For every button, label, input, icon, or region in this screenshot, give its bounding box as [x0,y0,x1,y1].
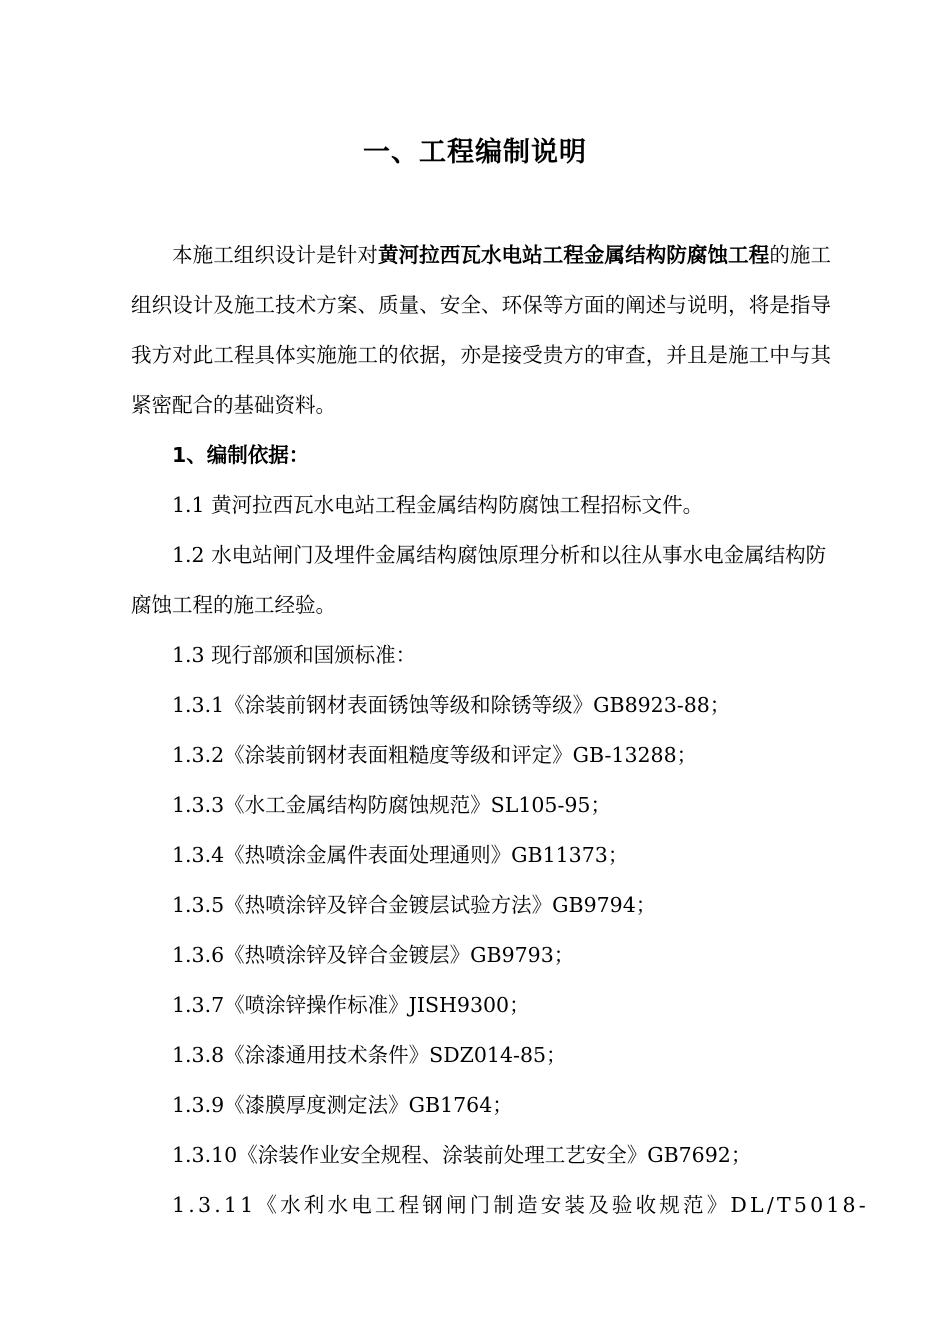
standard-item: 1.3.1《涂装前钢材表面锈蚀等级和除锈等级》GB8923-88； [172,693,731,717]
standard-item: 1.3.7《喷涂锌操作标准》JISH9300； [172,993,530,1017]
basis-item-1-1: 1.1 黄河拉西瓦水电站工程金属结构防腐蚀工程招标文件。 [172,493,704,517]
standard-item: 1.3.8《涂漆通用技术条件》SDZ014-85； [172,1043,567,1067]
standard-item: 1.3.10《涂装作业安全规程、涂装前处理工艺安全》GB7692； [172,1143,752,1167]
standard-item: 1.3.3《水工金属结构防腐蚀规范》SL105-95； [172,793,611,817]
standard-item: 1.3.5《热喷涂锌及锌合金镀层试验方法》GB9794； [172,893,657,917]
standard-item: 1.3.11《水利水电工程钢闸门制造安装及验收规范》DL/T5018- [172,1193,869,1217]
intro-prefix: 本施工组织设计是针对 [172,243,378,267]
project-name: 黄河拉西瓦水电站工程金属结构防腐蚀工程 [377,243,770,267]
basis-item-1-3: 1.3 现行部颁和国颁标准： [172,643,417,667]
intro-suffix: 的施工组织设计及施工技术方案、质量、安全、环保等方面的阐述与说明，将是指导我方对此工程具体实施施工的依据，亦是接受贵方的审查，并且是施工中与其紧密配合的基础资料。 [131,243,832,417]
page-title: 一、工程编制说明 [363,137,587,168]
section-heading: 1、编制依据： [172,443,310,467]
standard-item: 1.3.6《热喷涂锌及锌合金镀层》GB9793； [172,943,575,967]
standard-item: 1.3.4《热喷涂金属件表面处理通则》GB11373； [172,843,629,867]
standard-item: 1.3.2《涂装前钢材表面粗糙度等级和评定》GB-13288； [172,743,698,767]
standard-item: 1.3.9《漆膜厚度测定法》GB1764； [172,1093,513,1117]
intro-paragraph [131,230,831,430]
document-body [131,230,869,1230]
basis-item-1-2: 1.2 水电站闸门及埋件金属结构腐蚀原理分析和以往从事水电金属结构防腐蚀工程的施工经验。 [131,543,827,617]
